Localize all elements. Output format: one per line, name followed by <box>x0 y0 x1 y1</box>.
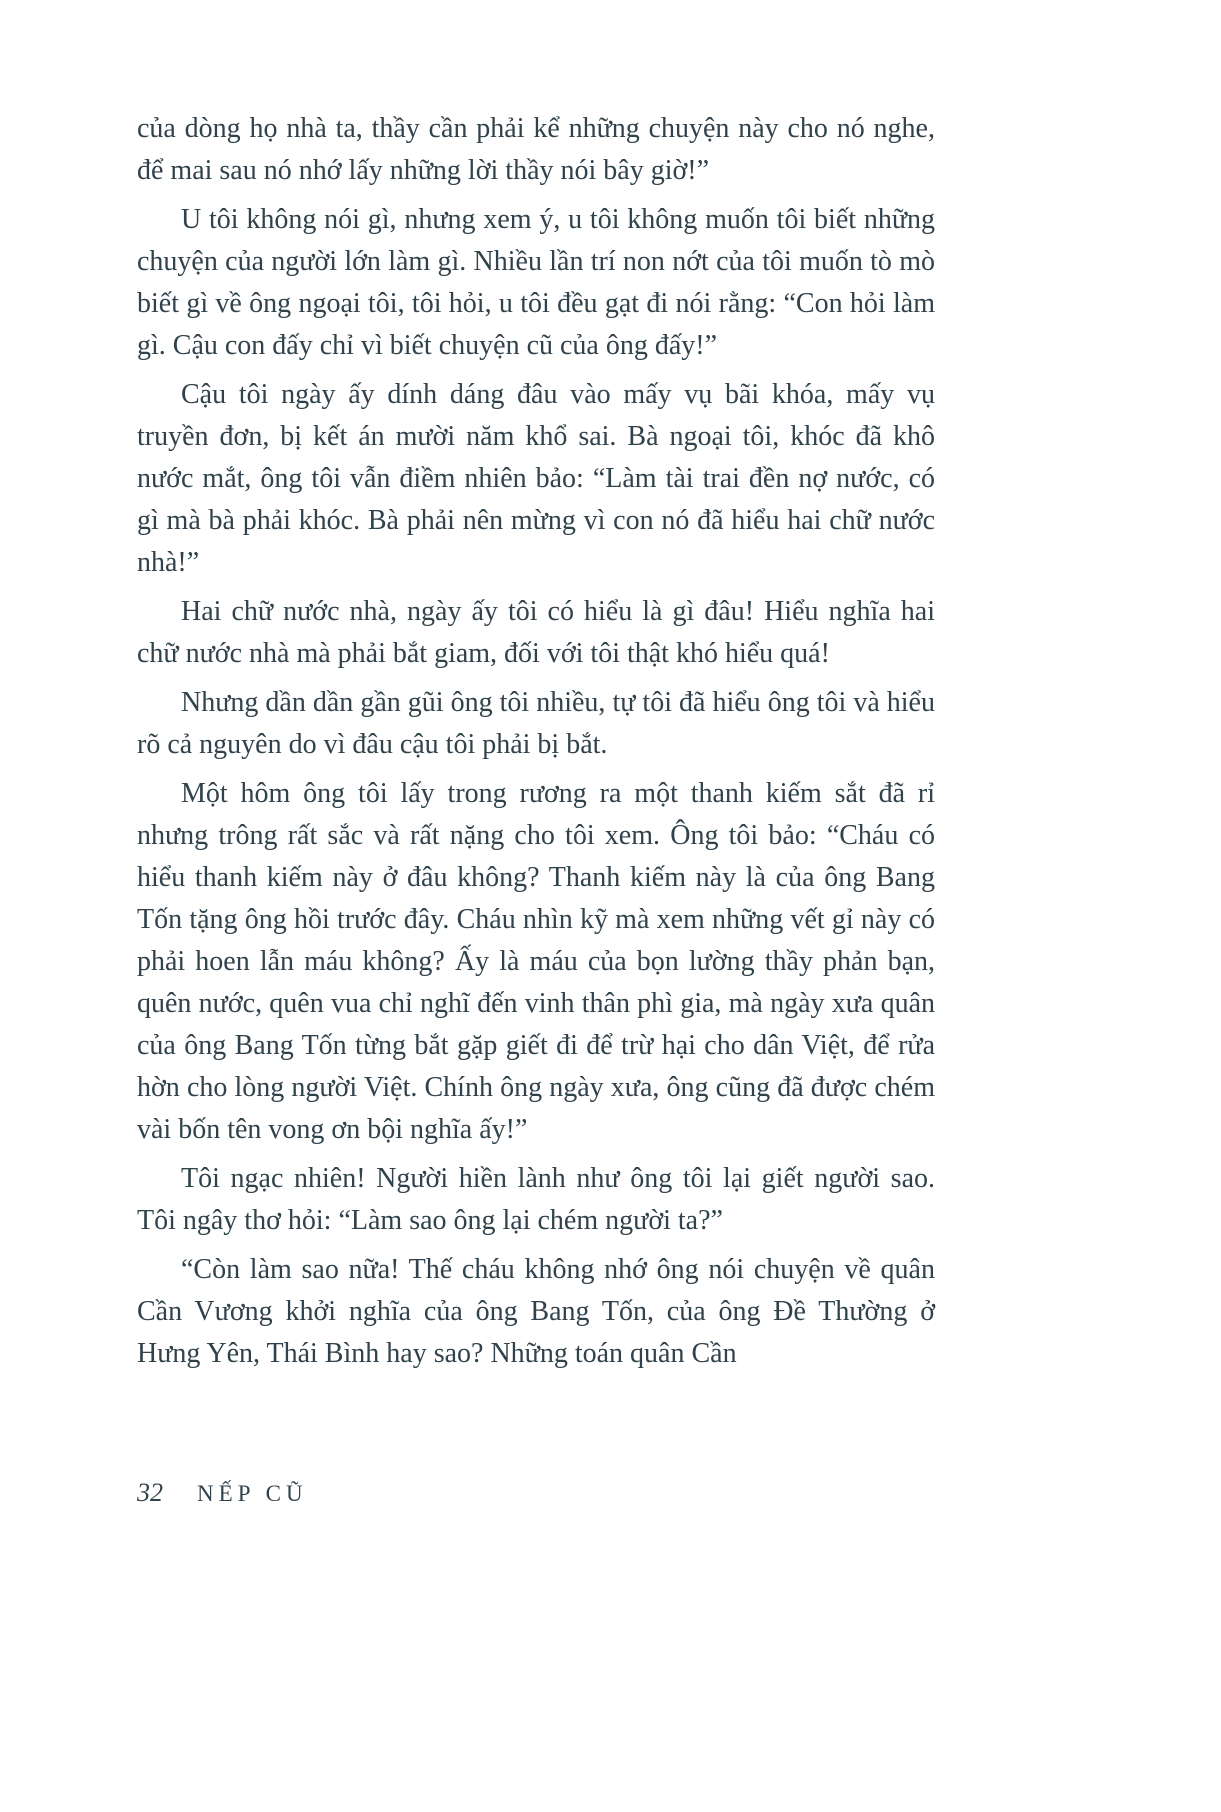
paragraph: Một hôm ông tôi lấy trong rương ra một thanh kiếm sắt đã rỉ nhưng trông rất sắc và rất nặng cho tôi xem. Ông tôi bảo: “Cháu có hiểu thanh kiếm này ở đâu không? Thanh kiếm này là của ông Bang Tốn tặng ông hồi trước đây. Cháu nhìn kỹ mà xem những vết gỉ này có phải hoen lẫn máu không? Ấy là máu của bọn lường thầy phản bạn, quên nước, quên vua chỉ nghĩ đến vinh thân phì gia, mà ngày xưa quân của ông Bang Tốn từng bắt gặp giết đi để trừ hại cho dân Việt, để rửa hờn cho lòng người Việt. Chính ông ngày xưa, ông cũng đã được chém vài bốn tên vong ơn bội nghĩa ấy!” <box>137 778 935 1145</box>
running-title: NẾP CŨ <box>197 1481 308 1506</box>
paragraph: Nhưng dần dần gần gũi ông tôi nhiều, tự tôi đã hiểu ông tôi và hiểu rõ cả nguyên do vì đâu cậu tôi phải bị bắt. <box>137 687 935 760</box>
paragraph: Tôi ngạc nhiên! Người hiền lành như ông tôi lại giết người sao. Tôi ngây thơ hỏi: “Làm sao ông lại chém người ta?” <box>137 1163 935 1236</box>
paragraph: “Còn làm sao nữa! Thế cháu không nhớ ông nói chuyện về quân Cần Vương khởi nghĩa của ông Bang Tốn, của ông Đề Thường ở Hưng Yên, Thái Bình hay sao? Những toán quân Cần <box>137 1254 935 1369</box>
page-number: 32 <box>137 1478 163 1507</box>
paragraph: của dòng họ nhà ta, thầy cần phải kể những chuyện này cho nó nghe, để mai sau nó nhớ lấy những lời thầy nói bây giờ!” <box>137 113 935 186</box>
page-footer <box>137 1478 935 1508</box>
paragraph: Cậu tôi ngày ấy dính dáng đâu vào mấy vụ bãi khóa, mấy vụ truyền đơn, bị kết án mười năm khổ sai. Bà ngoại tôi, khóc đã khô nước mắt, ông tôi vẫn điềm nhiên bảo: “Làm tài trai đền nợ nước, có gì mà bà phải khóc. Bà phải nên mừng vì con nó đã hiểu hai chữ nước nhà!” <box>137 379 935 578</box>
body-text <box>137 108 935 1382</box>
paragraph: Hai chữ nước nhà, ngày ấy tôi có hiểu là gì đâu! Hiểu nghĩa hai chữ nước nhà mà phải bắt giam, đối với tôi thật khó hiểu quá! <box>137 596 935 669</box>
paragraph: U tôi không nói gì, nhưng xem ý, u tôi không muốn tôi biết những chuyện của người lớn làm gì. Nhiều lần trí non nớt của tôi muốn tò mò biết gì về ông ngoại tôi, tôi hỏi, u tôi đều gạt đi nói rằng: “Con hỏi làm gì. Cậu con đấy chỉ vì biết chuyện cũ của ông đấy!” <box>137 204 935 361</box>
